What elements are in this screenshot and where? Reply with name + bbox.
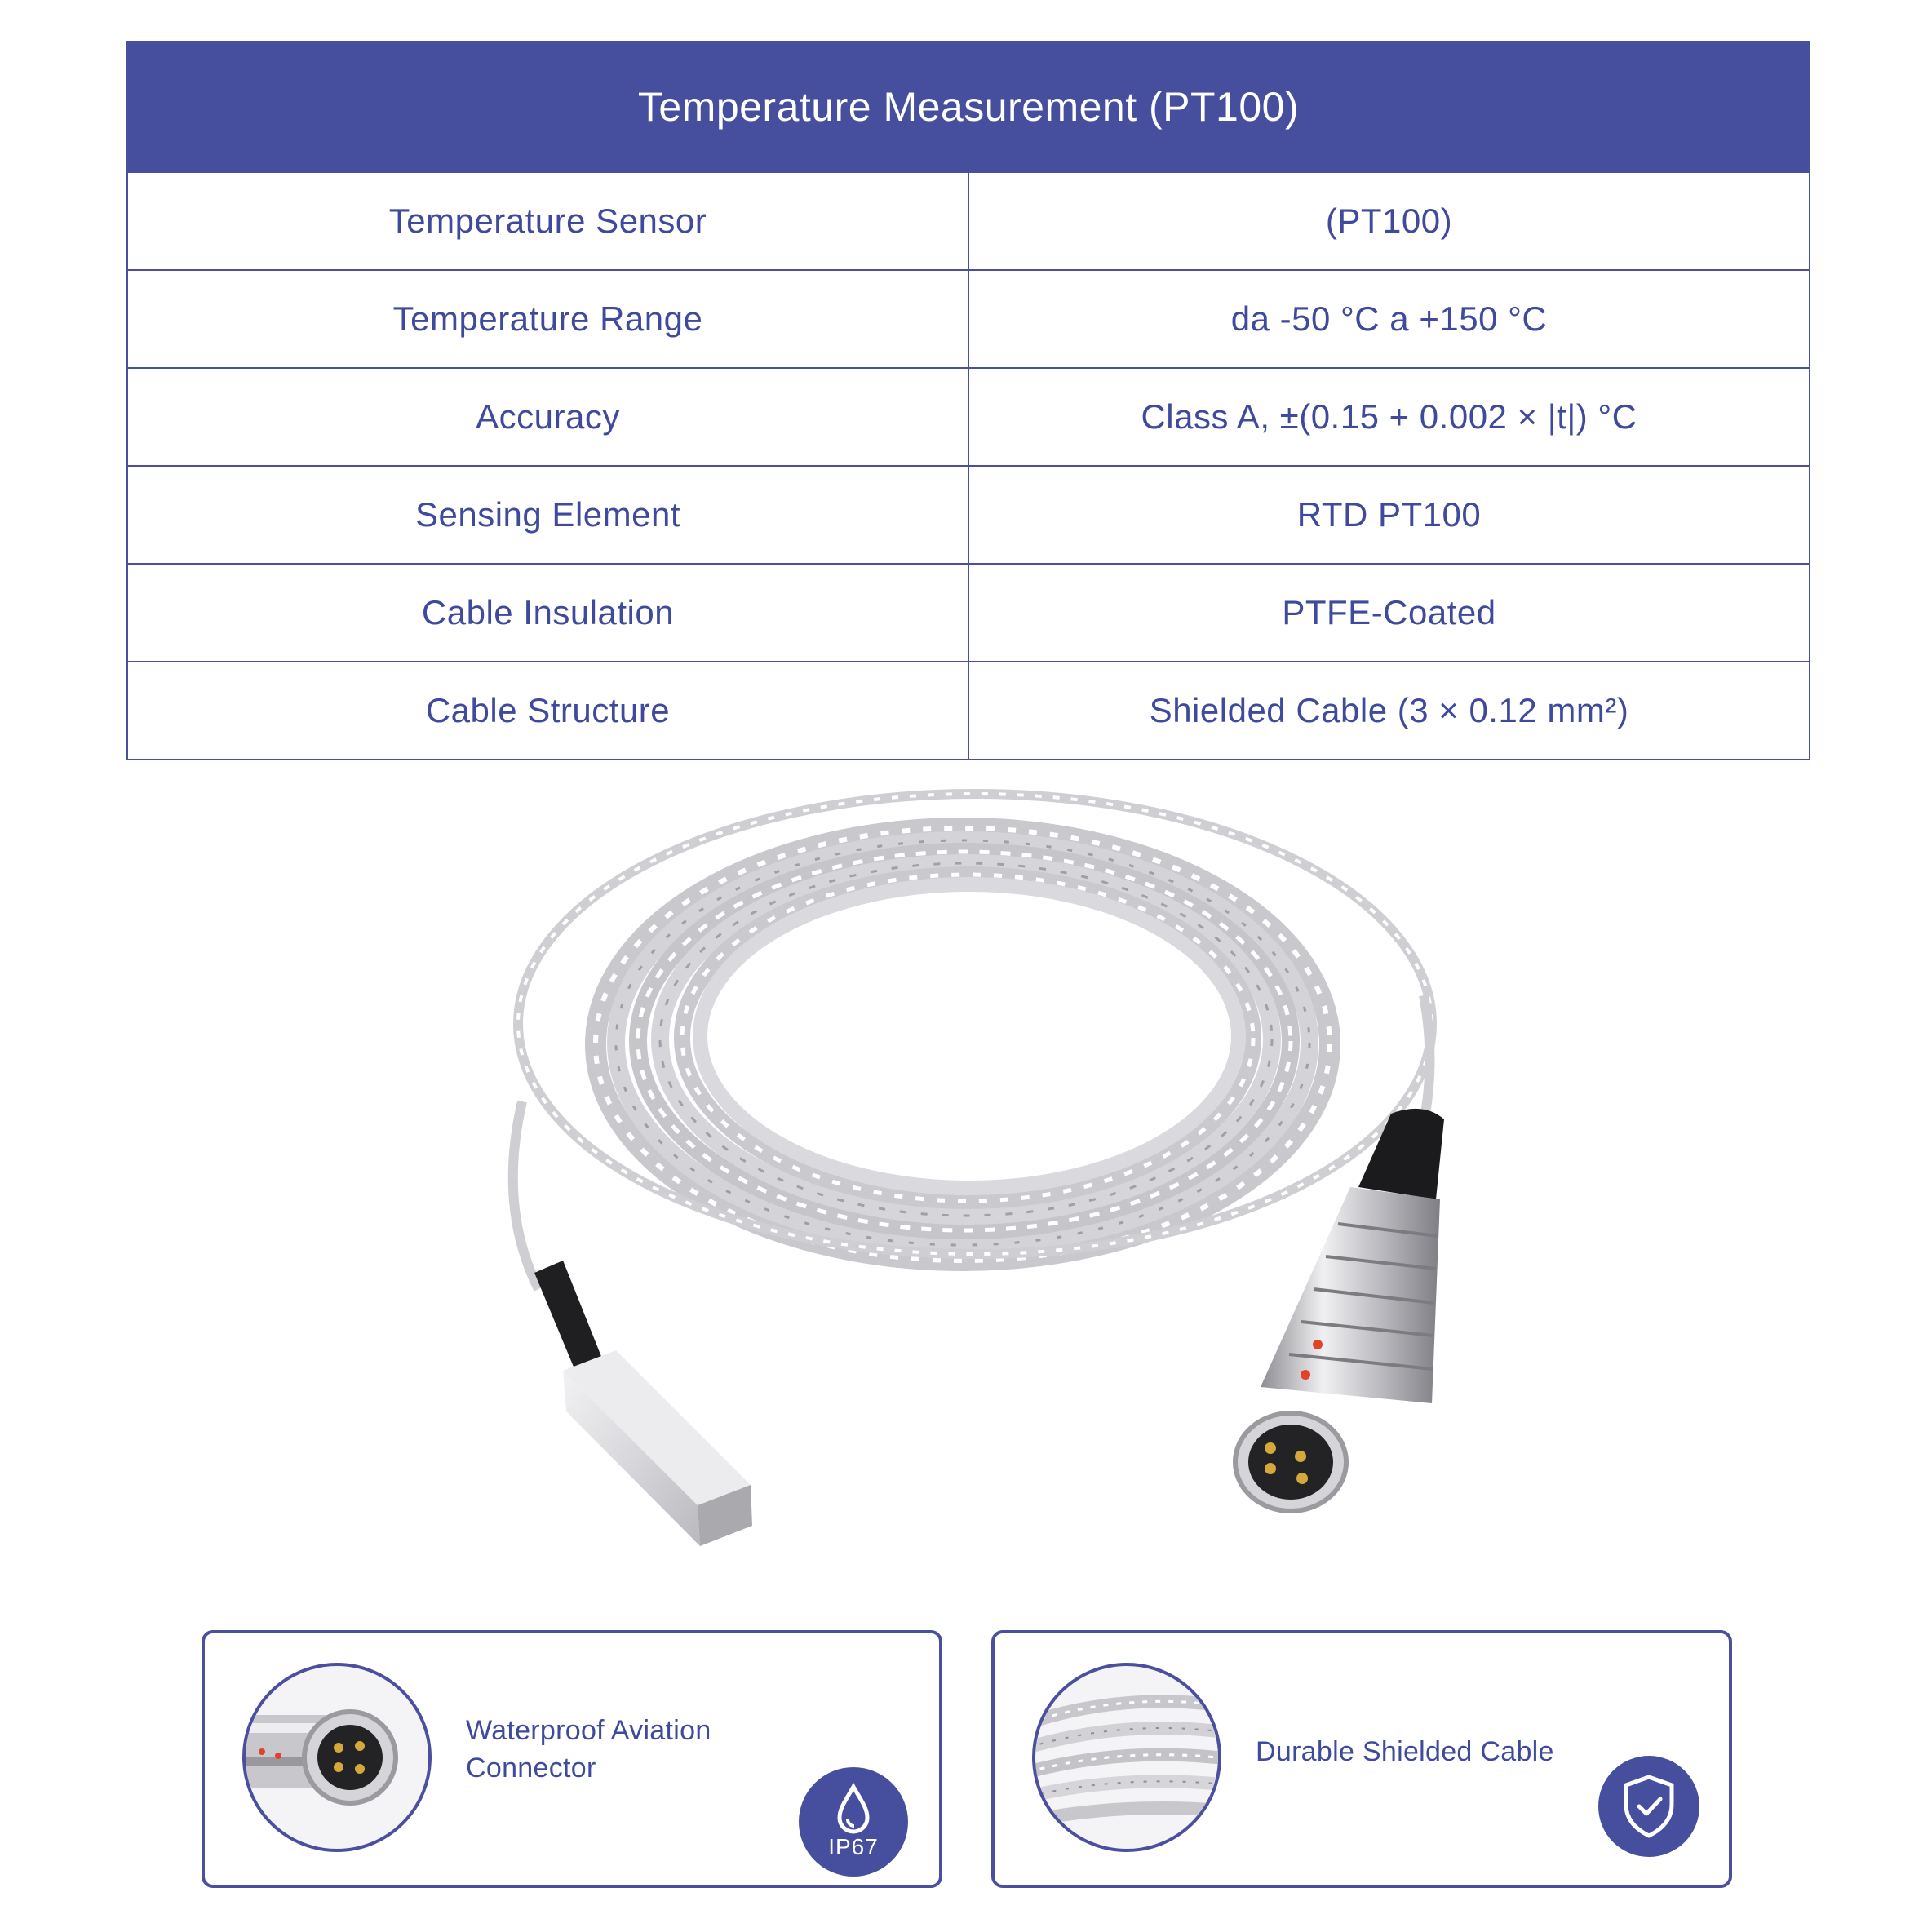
spec-table [126,41,1810,760]
connector-thumbnail [242,1663,432,1852]
ip67-label: IP67 [828,1834,879,1859]
feature-text: Durable Shielded Cable [1256,1736,1554,1767]
spec-value: RTD PT100 [968,467,1809,563]
feature-card-cable [991,1630,1732,1888]
temperature-probe [534,1261,752,1546]
spec-label: Sensing Element [414,495,681,534]
spec-value: da -50 °C a +150 °C [968,271,1809,367]
product-image [0,767,1932,1583]
cable-coil [518,794,1432,1261]
table-row [128,367,1809,465]
spec-table-title: Temperature Measurement (PT100) [128,42,1809,171]
spec-value: Shielded Cable (3 × 0.12 mm²) [968,662,1809,759]
table-row [128,465,1809,563]
spec-value: PTFE-Coated [968,565,1809,661]
ip67-badge [799,1767,908,1877]
table-row [128,269,1809,367]
feature-card-connector [202,1630,942,1888]
table-row [128,661,1809,759]
shield-check-icon [1598,1756,1699,1857]
table-row [128,563,1809,661]
spec-value: (PT100) [968,173,1809,269]
shield-badge [1598,1756,1699,1857]
spec-label: Accuracy [476,397,620,436]
table-row [128,171,1809,269]
spec-label: Cable Insulation [421,593,675,631]
spec-label: Temperature Sensor [388,202,707,240]
cable-thumbnail [1032,1663,1221,1852]
feature-text: Waterproof Aviation Connector [466,1715,711,1784]
cable-lead-left [513,1101,538,1289]
spec-value: Class A, ±(0.15 + 0.002 × |t|) °C [968,369,1809,465]
spec-label: Cable Structure [425,691,671,729]
spec-label: Temperature Range [392,299,703,338]
